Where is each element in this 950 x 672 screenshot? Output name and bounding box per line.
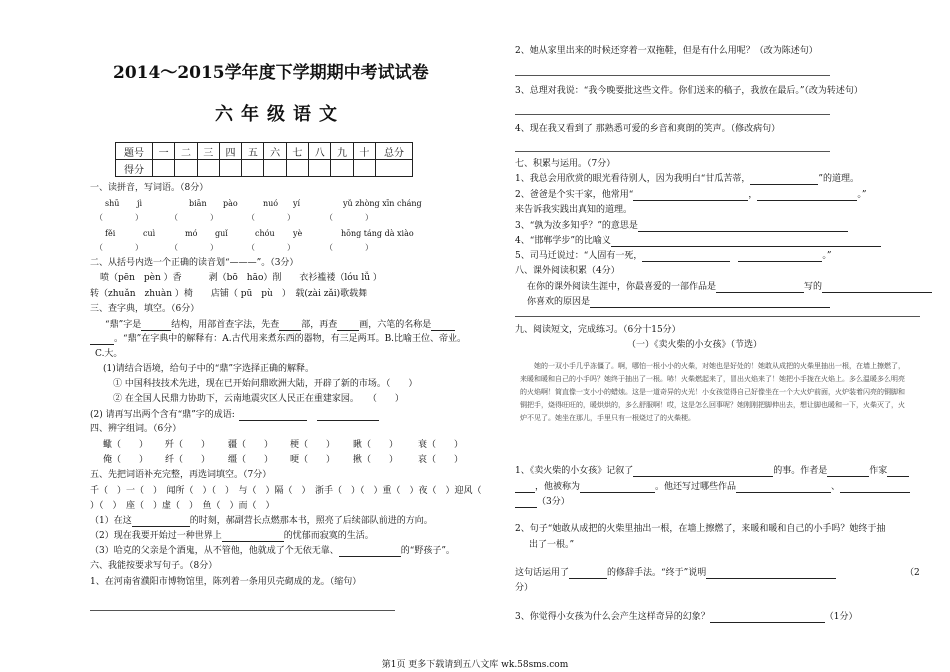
s5-line-2: ）（ ） 座（ ）虚（ ） 鱼（ ）而（ ） (90, 501, 275, 511)
blank[interactable] (750, 175, 818, 185)
s5-question-3 (90, 546, 455, 557)
s6-question-2: 2、她从家里出来的时候还穿着一双拖鞋，但是有什么用呢？（改为陈述句） (515, 46, 818, 56)
pinyin: yè (293, 229, 303, 238)
text: 在你的课外阅读生涯中，你最喜爱的一部作品是 (527, 282, 717, 292)
pinyin: cuì (143, 229, 156, 238)
text: 1、我总会用欣赏的眼光看待别人，因为我明白“甘瓜苦蒂， (515, 174, 751, 184)
word-item[interactable]: 梗（ ） (290, 440, 336, 450)
text: 的修辞手法。“终于”说明 (607, 568, 707, 578)
blank[interactable] (90, 335, 114, 345)
section-9-title: 九、阅读短文，完成练习。（6分十15分） (515, 325, 681, 335)
r-question-2-score-a: （2 (905, 568, 920, 578)
score-header-cell: 六 (264, 143, 286, 160)
s3-question-4: (1)请结合语境，给句子中的“鼎”字选择正确的解释。 (103, 364, 314, 374)
blank[interactable] (580, 483, 655, 493)
blank[interactable] (141, 321, 171, 331)
s3-question-2 (90, 334, 466, 345)
passage-title: （一）《卖火柴的小女孩》（节选） (627, 340, 763, 350)
score-cell[interactable] (197, 160, 219, 177)
s7-question-2 (515, 190, 866, 201)
blank[interactable] (317, 411, 379, 421)
text: （1分） (824, 612, 858, 622)
score-header-cell: 七 (286, 143, 308, 160)
blank[interactable] (840, 483, 910, 493)
word-item[interactable]: 歼（ ） (165, 440, 211, 450)
r-question-2: 2、句子“她敢从成把的火柴里抽出一根，在墙上擦燃了，来暖和暖和自己的小手吗？她终于抽 (515, 524, 886, 534)
reading-passage: 她的一双小手几乎冻僵了。啊，哪怕一根小小的火柴，对她也是好处的！她敢从成把的火柴里抽出一根，在墙上擦燃了，来暖和暖和自己的小手吗？她终于抽出了一根。哧！火柴燃起来了，冒出火焰来了！她把小手拢在火焰上。多么温暖多么明亮的火焰啊！简直像一支小小的蜡烛。这是一道奇异的火光！小女孩觉得自己好像坐在一个大火炉前面，火炉装着闪亮的铜脚和铜把手，烧得旺旺的，暖烘烘的，多么舒服啊！哎，这是怎么回事呢？她刚刚把脚伸出去，想让脚也暖和一下，火柴灭了，火炉不见了。她坐在那儿，手里只有一根烧过了的火柴梗。 (520, 362, 905, 422)
answer-line[interactable] (90, 610, 395, 611)
s5-question-1 (90, 516, 433, 527)
s5-line-1: 千（ ）一（ ） 闻所（ ）（ ） 与（ ）隔（ ） 浙手（ ）（ ）重（ ）夜（ ）迎风（ (90, 486, 482, 496)
word-item[interactable]: 纤（ ） (165, 455, 211, 465)
score-cell[interactable] (309, 160, 331, 177)
score-row (116, 160, 413, 177)
pinyin: nuó (263, 199, 279, 208)
text: （3）哈克的父亲是个酒鬼，从不管他，他就成了个无依无靠、 (90, 546, 339, 556)
word-item[interactable]: 瞅（ ） (353, 440, 399, 450)
text: 3、“孰为汝多知乎？”的意思是 (515, 221, 638, 231)
s7-question-4 (515, 236, 881, 247)
score-cell[interactable] (175, 160, 197, 177)
text: 3、你觉得小女孩为什么会产生这样奇异的幻象？ (515, 612, 710, 622)
answer-line[interactable] (515, 75, 830, 76)
blank[interactable] (279, 321, 301, 331)
answer-blank[interactable]: （ ） (170, 243, 218, 252)
text: 写的 (804, 282, 823, 292)
blank[interactable] (132, 517, 190, 527)
answer-blank[interactable]: （ ） (325, 243, 373, 252)
r-question-2-score-b: 分） (515, 583, 534, 593)
text: 画，六笔的名称是 (359, 320, 432, 330)
blank[interactable] (633, 467, 773, 477)
section-8-title: 八、课外阅读积累（4分） (515, 266, 620, 276)
word-item[interactable]: 哽（ ） (290, 455, 336, 465)
text: (2) 请再写出两个含有“鼎”字的成语: (90, 410, 235, 420)
blank[interactable] (738, 252, 822, 262)
score-header-cell: 一 (153, 143, 175, 160)
blank[interactable] (706, 569, 836, 579)
text: 。他还写过哪些作品 (655, 482, 737, 492)
section-4-title: 四、辨字组词。（6分） (90, 424, 182, 434)
r-question-1-cont (515, 482, 910, 493)
text: （3分） (537, 497, 570, 507)
score-row-label: 得分 (116, 160, 153, 177)
text: 。“鼎”在字典中的解释有：A.古代用来煮东西的器物，有三足两耳。B.比喻王位、帝业。 (114, 334, 467, 344)
answer-blank[interactable]: （ ） (170, 213, 218, 222)
s5-question-2 (90, 531, 374, 542)
answer-blank[interactable]: （ ） (95, 243, 143, 252)
blank[interactable] (590, 298, 830, 308)
score-cell[interactable] (264, 160, 286, 177)
text: 。” (822, 251, 832, 261)
word-item[interactable]: 缰（ ） (228, 455, 274, 465)
blank[interactable] (239, 411, 307, 421)
score-cell[interactable] (331, 160, 353, 177)
pinyin: yǔ zhòng xīn cháng (343, 199, 422, 208)
score-cell[interactable] (219, 160, 241, 177)
text: 部，再查 (301, 320, 338, 330)
r-question-2-cont: 出了一根。” (529, 540, 575, 550)
blank[interactable] (822, 283, 932, 293)
word-item[interactable]: 蠍（ ） (103, 440, 149, 450)
text: 。” (857, 190, 867, 200)
score-header-cell: 四 (219, 143, 241, 160)
blank[interactable] (337, 321, 359, 331)
blank[interactable] (827, 467, 869, 477)
text: 5、司马迁说过：“人固有一死， (515, 251, 643, 261)
blank[interactable] (887, 467, 909, 477)
s6-question-3: 3、总理对我说：“我今晚要批这些文件。你们送来的稿子，我放在最后。”（改为转述句） (515, 86, 863, 96)
blank[interactable] (515, 498, 537, 508)
text: 的事。作者是 (773, 466, 828, 476)
s3-question-6: ② 在全国人民鼎力协助下，云南地震灾区人民正在重建家园。 （ ） (113, 394, 404, 404)
text: ”的道理。 (818, 174, 859, 184)
word-item[interactable]: 衰（ ） (418, 440, 464, 450)
score-header-row (116, 143, 413, 160)
text: 结构，用部首查字法，先查 (171, 320, 280, 330)
pinyin: shū (105, 199, 120, 208)
word-item[interactable]: 哀（ ） (418, 455, 464, 465)
section-1-title: 一、读拼音，写词语。（8分） (90, 183, 209, 193)
blank[interactable] (638, 222, 848, 232)
score-table (115, 142, 413, 177)
text: （2）现在我要开始过一种世界上 (90, 531, 222, 541)
text: 4、“邯郸学步”的比喻义 (515, 236, 611, 246)
pinyin: hōng táng dà xiào (341, 229, 414, 238)
answer-blank[interactable]: （ ） (325, 213, 373, 222)
s3-question-5: ① 中国科技技术先进，现在已开始问鼎欧洲大陆，开辟了新的市场。（ ） (113, 379, 418, 389)
pinyin: guǐ (215, 229, 228, 238)
r-question-3 (515, 612, 857, 623)
text: （1）在这 (90, 516, 132, 526)
text: 1、《卖火柴的小女孩》记叙了 (515, 466, 634, 476)
text: “鼎”字是 (105, 320, 142, 330)
pinyin: jì (137, 199, 143, 208)
answer-line[interactable] (515, 316, 920, 317)
pinyin: biān (189, 199, 207, 208)
text: 的“野孩子”。 (400, 546, 455, 556)
page-footer: 第1页 更多下载请到五八文库 wk.58sms.com (381, 660, 569, 670)
score-header-cell: 二 (175, 143, 197, 160)
score-cell[interactable] (153, 160, 175, 177)
exam-subtitle: 六年级语文 (215, 104, 345, 125)
blank[interactable] (222, 532, 284, 542)
score-header-cell: 总分 (376, 143, 413, 160)
blank[interactable] (339, 547, 401, 557)
blank[interactable] (710, 613, 825, 623)
text: 2、爸爸是个实干家，他常用“ (515, 190, 634, 200)
score-header-cell: 五 (242, 143, 264, 160)
score-header-cell: 三 (197, 143, 219, 160)
score-cell[interactable] (353, 160, 375, 177)
section-7-title: 七、积累与运用。（7分） (515, 159, 616, 169)
pinyin: mó (185, 229, 198, 238)
answer-blank[interactable]: （ ） (247, 243, 295, 252)
section-3-title: 三、查字典，填空。（6分） (90, 304, 200, 314)
s2-line-2: 转（zhuǎn zhuàn ）椅 店铺（ pū pù ） 载(zài zǎi)歌载舞 (90, 289, 368, 299)
text: 作家 (869, 466, 888, 476)
answer-line[interactable] (515, 114, 830, 115)
pinyin: chóu (255, 229, 275, 238)
score-cell[interactable] (242, 160, 264, 177)
answer-blank[interactable]: （ ） (95, 213, 143, 222)
pinyin: fěi (105, 229, 116, 238)
section-6-title: 六、我能按要求写句子。（8分） (90, 561, 218, 571)
r-question-2-b (515, 568, 836, 579)
score-header-cell: 九 (331, 143, 353, 160)
blank[interactable] (757, 191, 857, 201)
text: 的时刻，郝副营长点燃那本书，照亮了后续部队前进的方向。 (189, 516, 433, 526)
score-header-cell: 题号 (116, 143, 153, 160)
text: ，他被称为 (535, 482, 581, 492)
word-item[interactable]: 疆（ ） (228, 440, 274, 450)
blank[interactable] (736, 483, 831, 493)
text: ， (748, 190, 758, 200)
score-header-cell: 十 (353, 143, 375, 160)
blank[interactable] (515, 483, 535, 493)
pinyin: yí (293, 199, 301, 208)
blank[interactable] (431, 321, 455, 331)
blank[interactable] (642, 252, 730, 262)
s6-question-1: 1、在河南省濮阳市博物馆里，陈列着一条用贝壳砌成的龙。（缩句） (90, 577, 362, 587)
word-item[interactable]: 俺（ ） (103, 455, 149, 465)
text: 的忧郁而寂寞的生活。 (283, 531, 374, 541)
s3-question-3: C.大。 (95, 349, 123, 359)
s7-question-5 (515, 251, 831, 262)
blank[interactable] (569, 569, 607, 579)
s7-question-3 (515, 221, 848, 232)
score-cell[interactable] (286, 160, 308, 177)
s3-question-1 (105, 320, 455, 331)
text: 、 (831, 482, 841, 492)
r-question-1-score (515, 497, 570, 508)
s8-question-1 (527, 282, 932, 293)
answer-blank[interactable]: （ ） (247, 213, 295, 222)
s7-question-1 (515, 174, 859, 185)
s8-question-2 (527, 297, 830, 308)
pinyin: pào (223, 199, 238, 208)
s3-question-7 (90, 410, 379, 421)
s2-line-1: 喷（pēn pèn ）香 剥（bō hāo）削 衣衫褴褛（lóu lǚ ） (100, 273, 382, 283)
blank[interactable] (611, 237, 881, 247)
score-header-cell: 八 (309, 143, 331, 160)
blank[interactable] (716, 283, 804, 293)
answer-line[interactable] (515, 151, 830, 152)
section-5-title: 五、先把词语补充完整，再选词填空。（7分） (90, 470, 272, 480)
r-question-1 (515, 466, 909, 477)
text: 你喜欢的原因是 (527, 297, 591, 307)
blank[interactable] (633, 191, 748, 201)
section-2-title: 二、从括号内选一个正确的读音划“———”。（3分） (90, 258, 299, 268)
exam-title: 2014～2015学年度下学期期中考试试卷 (113, 63, 429, 83)
text: 这句话运用了 (515, 568, 570, 578)
score-cell[interactable] (376, 160, 413, 177)
s7-question-2-cont: 来告诉我实践出真知的道理。 (515, 205, 633, 215)
word-item[interactable]: 揪（ ） (353, 455, 399, 465)
s6-question-4: 4、现在我又看到了 那熟悉可爱的乡音和爽朗的笑声。（修改病句） (515, 124, 781, 134)
